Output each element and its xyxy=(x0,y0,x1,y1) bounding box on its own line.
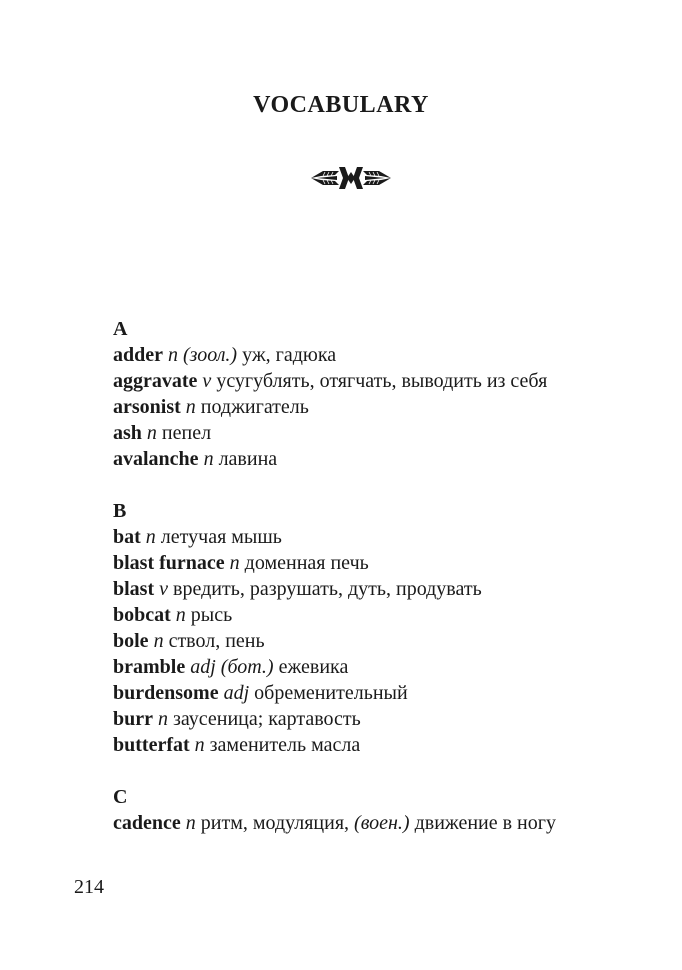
section-letter: A xyxy=(113,318,128,340)
entry-word: bramble xyxy=(113,656,186,678)
page-number: 214 xyxy=(74,876,104,898)
section-letter: C xyxy=(113,786,128,808)
entry-note: (зоол.) xyxy=(183,344,238,366)
vocab-entry xyxy=(113,524,603,550)
entry-pos: n xyxy=(146,422,157,444)
decorative-fleuron-icon xyxy=(309,163,393,193)
entry-word: aggravate xyxy=(113,370,198,392)
entry-word: burr xyxy=(113,708,153,730)
entry-pos: n xyxy=(145,526,156,548)
entry-translation: ежевика xyxy=(278,656,349,678)
vocab-entry xyxy=(113,446,603,472)
vocab-entry xyxy=(113,368,603,394)
vocabulary-list xyxy=(113,316,603,836)
entry-word: bole xyxy=(113,630,149,652)
section-letter: B xyxy=(113,500,127,522)
entry-pos: n xyxy=(185,812,196,834)
entry-translation: заусеница; картавость xyxy=(173,708,361,730)
entry-translation: лавина xyxy=(218,448,278,470)
vocab-entry xyxy=(113,810,603,836)
entry-note: (бот.) xyxy=(220,656,274,678)
entry-translation: рысь xyxy=(190,604,233,626)
entry-word: adder xyxy=(113,344,163,366)
entry-word: ash xyxy=(113,422,142,444)
entry-word: bat xyxy=(113,526,141,548)
page-title: VOCABULARY xyxy=(253,92,429,118)
entry-pos: n xyxy=(203,448,214,470)
vocab-entry xyxy=(113,602,603,628)
entry-word: cadence xyxy=(113,812,181,834)
section-b xyxy=(113,498,603,758)
entry-pos: n xyxy=(158,708,168,730)
vocab-entry xyxy=(113,706,603,732)
entry-translation: усугублять, отягчать, выводить из себя xyxy=(216,370,548,392)
vocab-entry xyxy=(113,550,603,576)
vocab-entry xyxy=(113,628,603,654)
entry-pos: n xyxy=(175,604,186,626)
vocab-entry xyxy=(113,654,603,680)
entry-word: burdensome xyxy=(113,682,219,704)
entry-word: butterfat xyxy=(113,734,190,756)
section-a xyxy=(113,316,603,472)
entry-word: blast furnace xyxy=(113,552,225,574)
vocab-entry xyxy=(113,732,603,758)
entry-pos: adj xyxy=(190,656,216,678)
entry-translation: обременительный xyxy=(254,682,408,704)
entry-translation: пепел xyxy=(161,422,212,444)
entry-translation: летучая мышь xyxy=(160,526,282,548)
entry-pos: n xyxy=(168,344,178,366)
entry-pos: n xyxy=(194,734,205,756)
entry-translation: доменная печь xyxy=(244,552,369,574)
entry-word: avalanche xyxy=(113,448,199,470)
entry-word: arsonist xyxy=(113,396,181,418)
entry-pos: adj xyxy=(223,682,250,704)
entry-translation: вредить, разрушать, дуть, продувать xyxy=(173,578,482,600)
entry-translation-before: ритм, модуляция, xyxy=(200,812,350,834)
entry-pos: n xyxy=(153,630,164,652)
vocab-entry xyxy=(113,576,603,602)
entry-pos: v xyxy=(202,370,212,392)
entry-note: (воен.) xyxy=(354,812,410,834)
entry-pos: n xyxy=(185,396,196,418)
entry-translation: ствол, пень xyxy=(168,630,265,652)
entry-word: bobcat xyxy=(113,604,171,626)
entry-translation: движение в ногу xyxy=(414,812,556,834)
vocab-entry xyxy=(113,342,603,368)
section-c xyxy=(113,784,603,836)
vocab-entry xyxy=(113,394,603,420)
entry-translation: уж, гадюка xyxy=(242,344,337,366)
entry-pos: v xyxy=(159,578,169,600)
entry-word: blast xyxy=(113,578,155,600)
vocab-entry xyxy=(113,420,603,446)
entry-translation: поджигатель xyxy=(200,396,309,418)
vocab-entry xyxy=(113,680,603,706)
entry-pos: n xyxy=(229,552,240,574)
entry-translation: заменитель масла xyxy=(209,734,361,756)
